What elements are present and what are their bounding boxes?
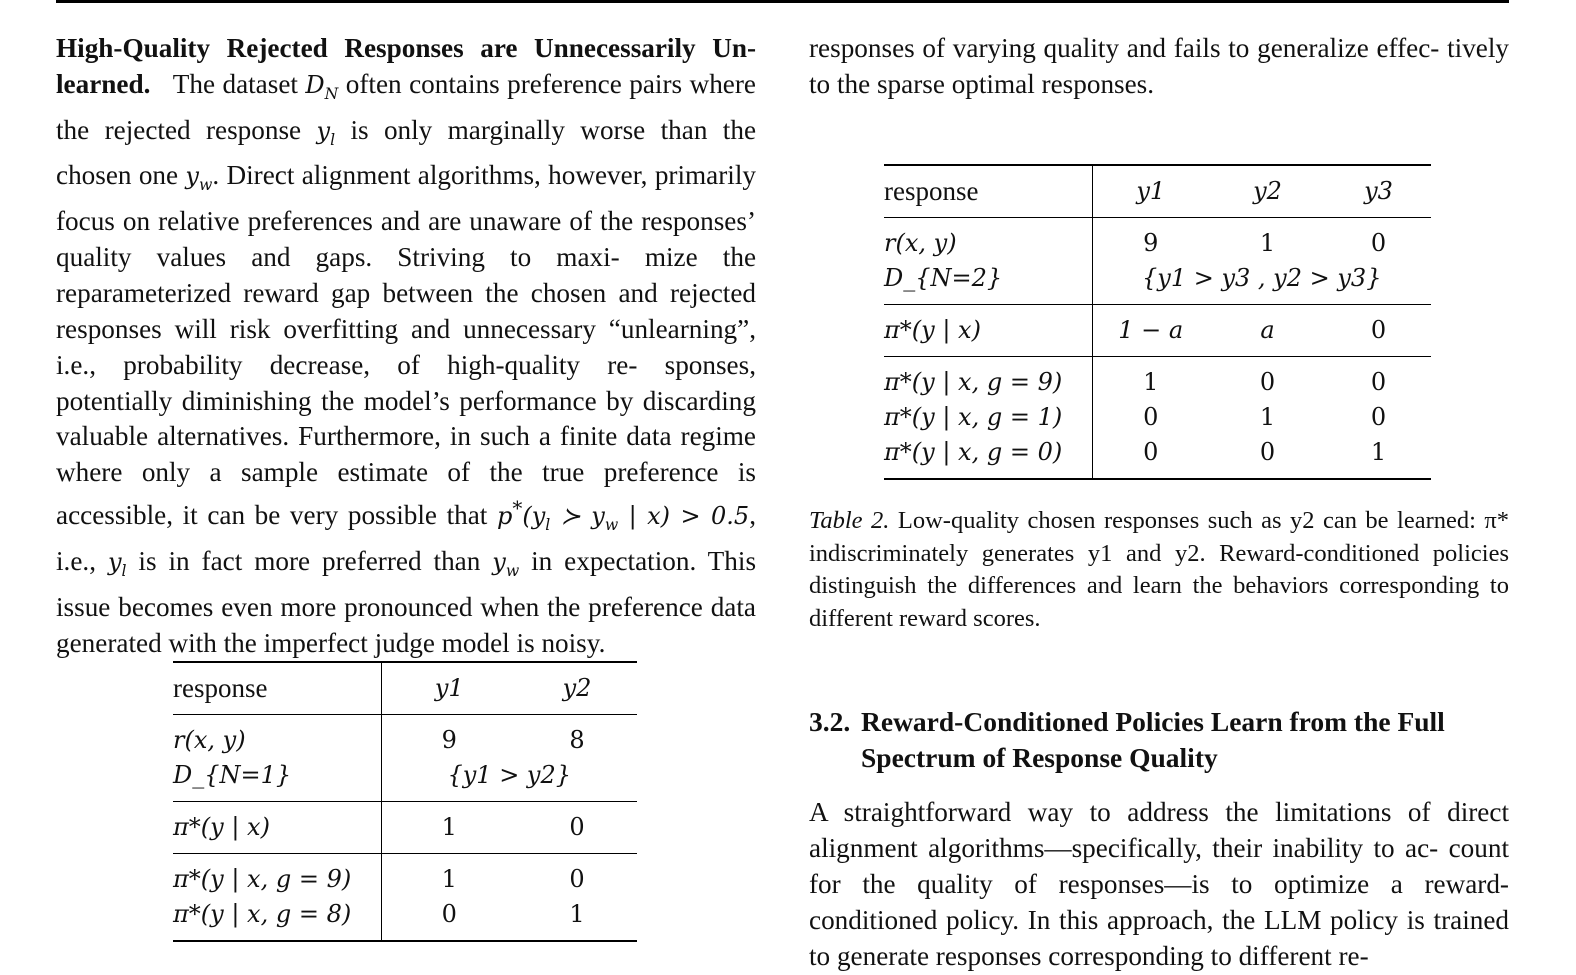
table-row: D_{N=2} {y1 > y3 , y2 > y3} — [884, 261, 1431, 305]
preference-inequality: $p^*(y_l$ ≻ $y_w$ | x) > 0.5 — [496, 496, 750, 535]
section-title-line-2: Spectrum of Response Quality — [861, 741, 1218, 773]
table-row: π*(y | x, g = 1) 0 1 0 — [884, 400, 1431, 435]
section-number: 3.2. — [809, 706, 851, 737]
table-1 — [173, 661, 637, 942]
table-row: π*(y | x, g = 0) 0 0 1 — [884, 435, 1431, 479]
left-paragraph: High-Quality Rejected Responses are Unnecessarily Un-learned. The dataset $D_N$ often contains preference pairs where the rejected response $y_l$ is only marginally worse than the chosen one $y_w$. Direct alignment algorithms, however, primarily focus on relative preferences and are unaware of the responses’ quality values and gaps. Striving to maxi- mize the reparameterized reward gap between the chosen and rejected responses will risk overfitting and unnecessary “unlearning”, i.e., probability decrease, of high-quality re- sponses, potentially diminishing the model’s performance by discarding valuable alternatives. Furthermore, in such a finite data regime where only a sample estimate of the true preference is accessible, it can be very possible that $p^*(y_l$ ≻ $y_w$ | x) > 0.5, i.e., $y_l$ is in fact more preferred than $y_w$ in expectation. This issue becomes even more pronounced when the preference data generated with the imperfect judge model is noisy. — [56, 33, 757, 658]
right-column-bottom — [809, 795, 1509, 975]
paragraph-heading: High-Quality Rejected Responses are Unnecessarily Un-learned. — [56, 33, 756, 99]
right-column — [809, 31, 1509, 103]
caption-label: Table 2. — [809, 507, 890, 534]
table-row: D_{N=1} {y1 > y2} — [173, 758, 637, 802]
table-row: π*(y | x, g = 9) 1 0 — [173, 854, 637, 898]
table-2 — [884, 164, 1431, 480]
left-column — [56, 31, 756, 661]
right-paragraph-bottom: A straightforward way to address the limitations of direct alignment algorithms—specifically, their inability to ac- count for the quality of responses—is to optimize a reward- conditioned policy. In this approach, the LLM policy is trained to generate responses corresponding to different re- — [809, 797, 1510, 971]
right-paragraph-top: responses of varying quality and fails to generalize effec- tively to the sparse optimal responses. — [809, 33, 1510, 99]
table-row: response y1 y2 — [173, 662, 637, 715]
table-2-caption — [809, 505, 1509, 636]
table-row: response y1 y2 y3 — [884, 165, 1431, 218]
section-heading — [809, 704, 1509, 776]
section-title-line-1: Reward-Conditioned Policies Learn from the Full — [861, 706, 1445, 737]
table-row: r(x, y) 9 8 — [173, 715, 637, 759]
table-row: π*(y | x, g = 9) 1 0 0 — [884, 357, 1431, 401]
top-rule — [56, 0, 1509, 3]
table-row: π*(y | x, g = 8) 0 1 — [173, 897, 637, 941]
table-row: π*(y | x) 1 − a a 0 — [884, 305, 1431, 357]
dataset-symbol: $D_N$ — [305, 70, 339, 103]
table-row: π*(y | x) 1 0 — [173, 802, 637, 854]
caption-text: Low-quality chosen responses such as y2 can be learned: π* indiscriminately generates y1 and y2. Reward-conditioned policies distinguish the differences and learn the behaviors corresponding to different reward scores. — [809, 507, 1509, 633]
table-row: r(x, y) 9 1 0 — [884, 218, 1431, 262]
